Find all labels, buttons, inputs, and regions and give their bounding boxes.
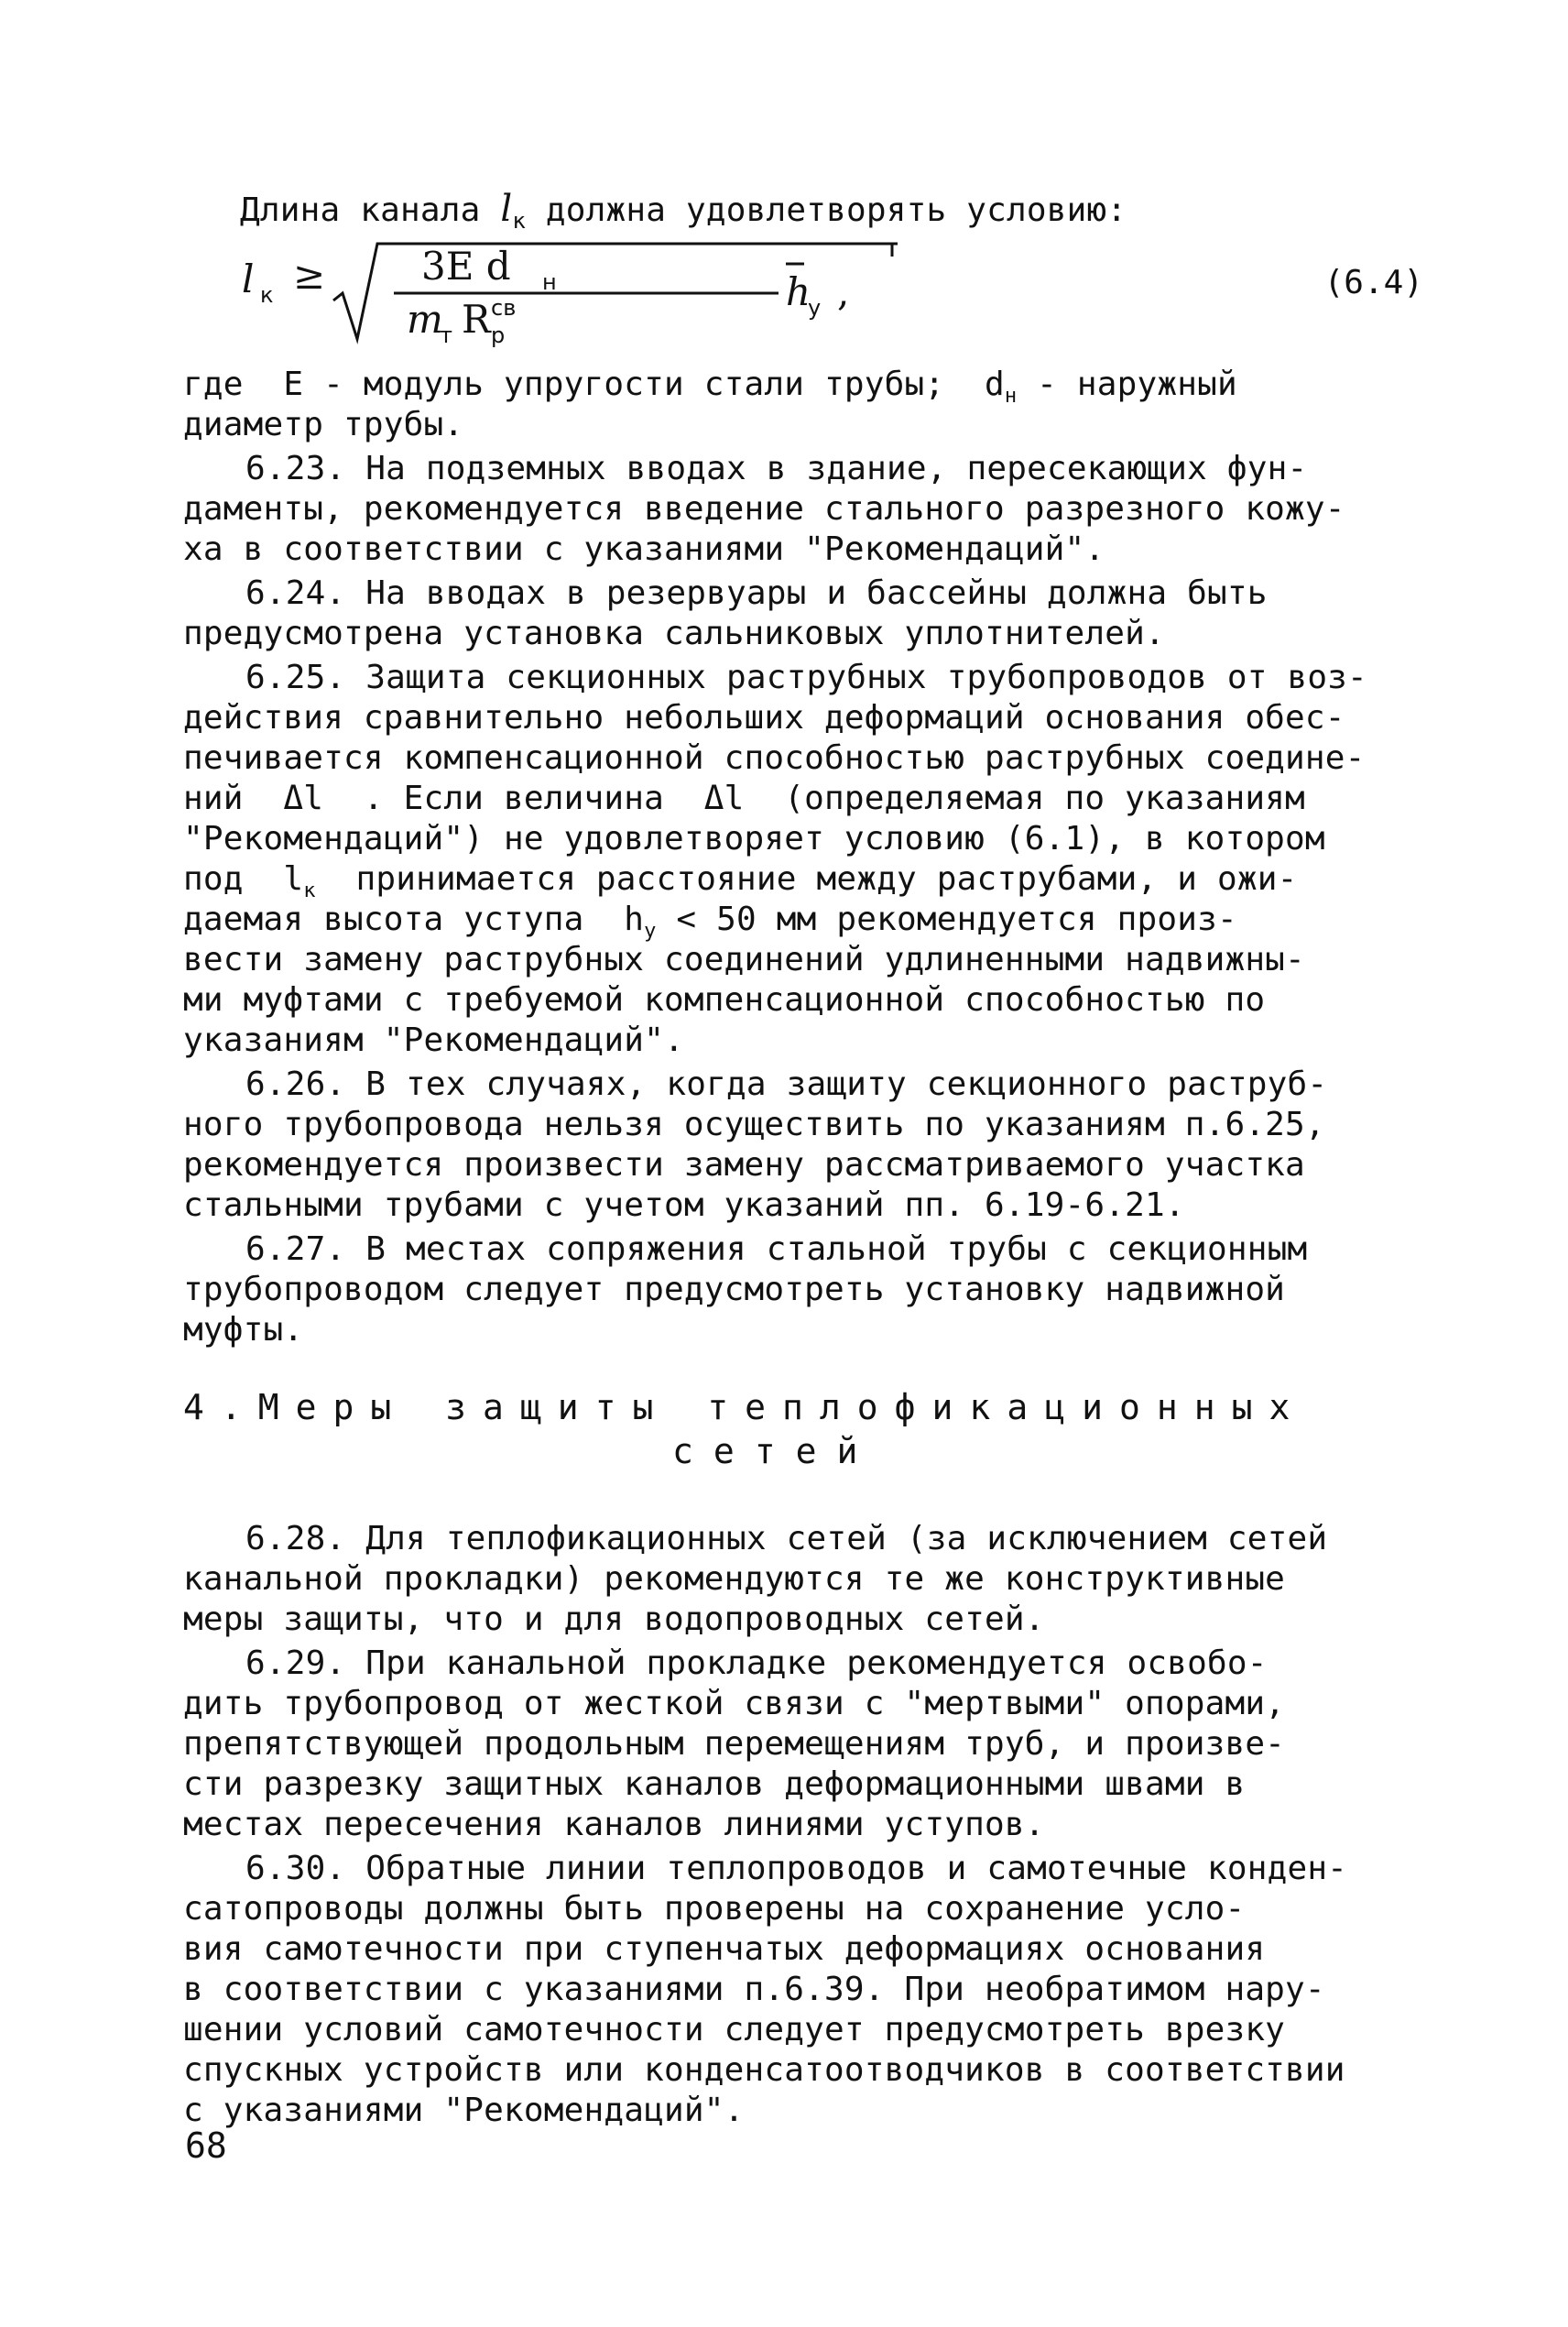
paragraph-6-26: 6.26. В тех случаях, когда защиту секционного раструб- <box>245 1065 1328 1103</box>
paragraph-6-30: 6.30. Обратные линии теплопроводов и самотечные конден- <box>245 1850 1348 1887</box>
text-line: спускных устройств или конденсатоотводчиков в соответствии <box>183 2051 1345 2089</box>
section-heading-cont: сетей <box>672 1431 878 1471</box>
intro-line: Длина канала $l_к$ должна удовлетворять условию: <box>240 188 1127 235</box>
formula-denominator-sub: т <box>440 322 452 348</box>
paragraph-6-23: 6.23. На подземных вводах в здание, пересекающих фун- <box>245 450 1308 487</box>
text-line: канальной прокладки) рекомендуются те же конструктивные <box>183 1560 1286 1598</box>
text-line: действия сравнительно небольших деформаций основания обес- <box>183 699 1345 737</box>
text-line: "Рекомендаций") не удовлетворяет условию (6.1), в котором <box>183 820 1325 858</box>
text-line: сти разрезку защитных каналов деформационными швами в <box>183 1765 1246 1803</box>
text-line: вести замену раструбных соединений удлиненными надвижны- <box>183 941 1305 978</box>
text-line: даемая высота уступа $h_у < 50$ мм рекомендуется произ- <box>183 901 1237 944</box>
text-line: местах пересечения каналов линиями уступов. <box>183 1806 1045 1843</box>
paragraph-6-28: 6.28. Для теплофикационных сетей (за исключением сетей <box>245 1520 1328 1557</box>
text-line: вия самотечности при ступенчатых деформациях основания <box>183 1930 1266 1968</box>
text-line: стальными трубами с учетом указаний пп. 6.19-6.21. <box>183 1186 1185 1224</box>
formula-6-4 <box>231 236 1440 346</box>
text-line: в соответствии с указаниями п.6.39. При необратимом нару- <box>183 1971 1325 2008</box>
text-line: меры защиты, что и для водопроводных сетей. <box>183 1600 1045 1638</box>
text-line: с указаниями "Рекомендаций". <box>183 2092 745 2129</box>
text-line: рекомендуется произвести замену рассматриваемого участка <box>183 1146 1305 1184</box>
formula-numerator-sub: н <box>542 269 557 295</box>
text-line: под $l_к$ принимается расстояние между раструбами, и ожи- <box>183 860 1298 903</box>
paragraph-6-29: 6.29. При канальной прокладке рекомендуется освобо- <box>245 1644 1268 1682</box>
text-line: сатопроводы должны быть проверены на сохранение усло- <box>183 1890 1246 1928</box>
text-line: шении условий самотечности следует предусмотреть врезку <box>183 2011 1286 2048</box>
section-heading: 4.Меры защиты теплофикационных <box>183 1387 1307 1427</box>
equation-number: (6.4) <box>1323 264 1423 301</box>
paragraph-6-24: 6.24. На вводах в резервуары и бассейны должна быть <box>245 574 1268 612</box>
text-line: ха в соответствии с указаниями "Рекомендаций". <box>183 530 1105 568</box>
text-line: ми муфтами с требуемой компенсационной способностью по <box>183 981 1266 1019</box>
text-line: дить трубопровод от жесткой связи с "мертвыми" опорами, <box>183 1685 1286 1722</box>
formula-h: h <box>786 269 811 314</box>
text-line: препятствующей продольным перемещениям труб, и произве- <box>183 1725 1286 1763</box>
formula-R-sub: р <box>491 322 506 348</box>
text-line: диаметр трубы. <box>183 406 464 443</box>
text-line: муфты. <box>183 1311 304 1349</box>
formula-h-sub: у <box>808 295 822 321</box>
text-line: ний Δl . Если величина Δl (определяемая по указаниям <box>183 780 1305 817</box>
formula-denominator: m <box>407 297 443 342</box>
formula-comma: , <box>837 269 850 314</box>
text-line: даменты, рекомендуется введение стального разрезного кожу- <box>183 490 1345 528</box>
paragraph-6-27: 6.27. В местах сопряжения стальной трубы с секционным <box>245 1230 1308 1268</box>
text-line: предусмотрена установка сальниковых уплотнителей. <box>183 615 1165 652</box>
formula-ge: ≥ <box>293 253 326 298</box>
formula-numerator: 3E d <box>421 244 511 289</box>
text-line: печивается компенсационной способностью раструбных соедине- <box>183 739 1366 777</box>
text-line: трубопроводом следует предусмотреть установку надвижной <box>183 1271 1286 1308</box>
formula-lhs: l <box>242 257 255 301</box>
text-line: ного трубопровода нельзя осуществить по указаниям п.6.25, <box>183 1106 1325 1143</box>
paragraph-6-25: 6.25. Защита секционных раструбных трубопроводов от воз- <box>245 659 1367 696</box>
formula-R: R <box>462 297 491 342</box>
formula-lhs-sub: к <box>260 282 274 308</box>
text-line: указаниям "Рекомендаций". <box>183 1021 684 1059</box>
page-number: 68 <box>185 2125 227 2166</box>
formula-R-sup: св <box>491 295 517 321</box>
text-line: где Е - модуль упругости стали трубы; $d_н$ - наружный <box>183 366 1237 409</box>
